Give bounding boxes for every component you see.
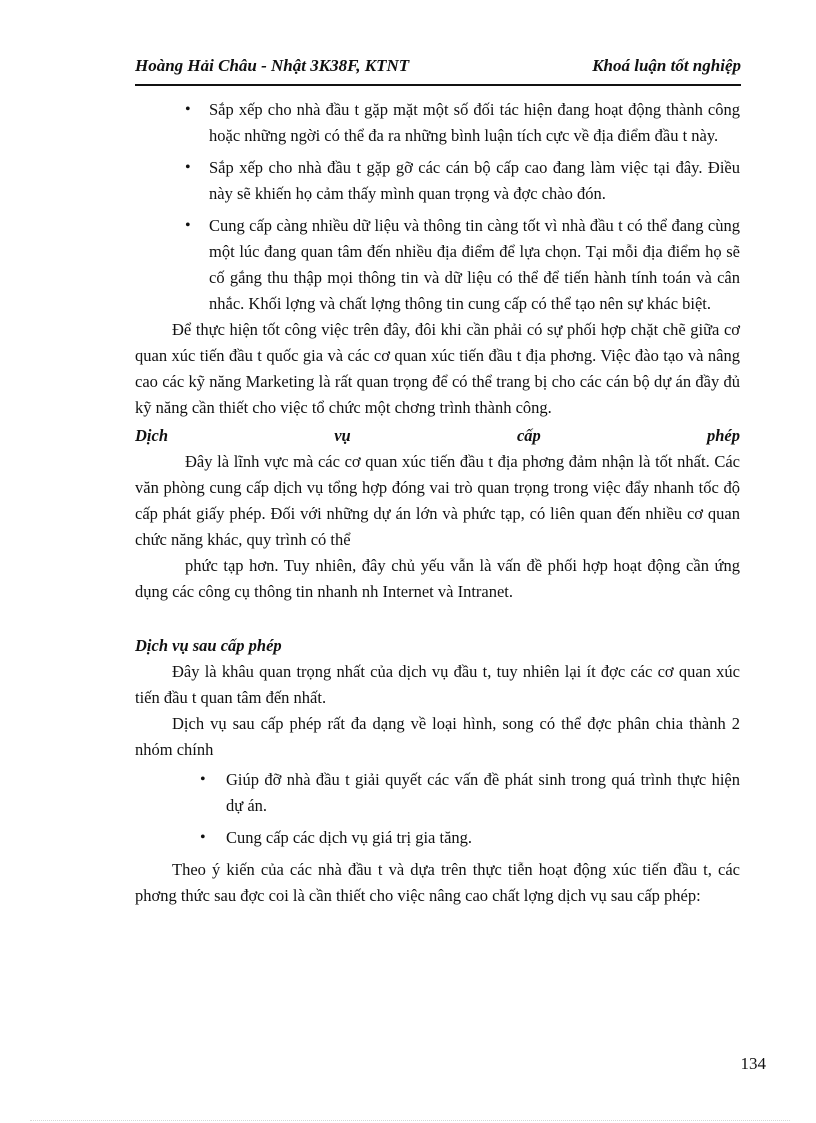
- header-title: Khoá luận tốt nghiệp: [592, 56, 741, 75]
- list-item: • Cung cấp càng nhiều dữ liệu và thông tin càng tốt vì nhà đầu t có thể đang cùng một lúc đang quan tâm đến nhiều địa điểm để lựa chọn. Tại mỗi địa điểm họ sẽ cố gắng thu thập mọi thông tin và dữ liệu có thể để tiến hành tính toán và cân nhắc. Khối lợng và chất lợng thông tin cung cấp có thể tạo nên sự khác biệt.: [209, 213, 740, 317]
- page-number: 134: [740, 1054, 766, 1073]
- bullet-icon: •: [200, 829, 206, 846]
- list-item: • Cung cấp các dịch vụ giá trị gia tăng.: [226, 825, 740, 851]
- section-heading: Dịch vụ cấp phép: [135, 426, 740, 445]
- section-heading: Dịch vụ sau cấp phép: [135, 636, 282, 655]
- bullet-list-bottom: [135, 767, 740, 851]
- list-item: • Sắp xếp cho nhà đầu t gặp gỡ các cán bộ cấp cao đang làm việc tại đây. Điều này sẽ khiến họ cảm thấy mình quan trọng và đợc chào đón.: [209, 155, 740, 207]
- paragraph: Để thực hiện tốt công việc trên đây, đôi khi cần phải có sự phối hợp chặt chẽ giữa cơ quan xúc tiến đầu t quốc gia và các cơ quan xúc tiến đầu t địa phơng. Việc đào tạo và nâng cao các kỹ năng Marketing là rất quan trọng để có thể trang bị cho các cán bộ dự án đầy đủ kỹ năng cần thiết cho việc tổ chức một chơng trình thành công.: [135, 320, 740, 417]
- paragraph: Theo ý kiến của các nhà đầu t và dựa trên thực tiễn hoạt động xúc tiến đầu t, các phơng thức sau đợc coi là cần thiết cho việc nâng cao chất lợng dịch vụ sau cấp phép:: [135, 860, 740, 905]
- paragraph: Đây là khâu quan trọng nhất của dịch vụ đầu t, tuy nhiên lại ít đợc các cơ quan xúc tiến đầu t quan tâm đến nhất.: [135, 662, 740, 707]
- bullet-icon: •: [185, 101, 191, 118]
- bullet-icon: •: [185, 159, 191, 176]
- bullet-list-top: [135, 97, 740, 317]
- paragraph-continuation: phức tạp hơn. Tuy nhiên, đây chủ yếu vẫn là vấn đề phối hợp hoạt động cần ứng dụng các công cụ thông tin nhanh nh Internet và Intranet.: [135, 556, 740, 601]
- list-item: • Giúp đỡ nhà đầu t giải quyết các vấn đề phát sinh trong quá trình thực hiện dự án.: [226, 767, 740, 819]
- page-header: [135, 52, 741, 86]
- bullet-icon: •: [185, 217, 191, 234]
- list-item: • Sắp xếp cho nhà đầu t gặp mặt một số đối tác hiện đang hoạt động thành công hoặc những ngời có thể đa ra những bình luận tích cực về địa điểm đầu t này.: [209, 97, 740, 149]
- footer-divider: [30, 1120, 790, 1121]
- page-content: [135, 97, 740, 909]
- paragraph: Dịch vụ sau cấp phép rất đa dạng về loại hình, song có thể đợc phân chia thành 2 nhóm chính: [135, 714, 740, 759]
- paragraph: Đây là lĩnh vực mà các cơ quan xúc tiến đầu t địa phơng đảm nhận là tốt nhất. Các văn phòng cung cấp dịch vụ tổng hợp đóng vai trò quan trọng trong việc đẩy nhanh tốc độ cấp phát giấy phép. Đối với những dự án lớn và phức tạp, có liên quan đến nhiều cơ quan chức năng khác, quy trình có thể: [135, 452, 740, 549]
- bullet-icon: •: [200, 771, 206, 788]
- header-author: Hoàng Hải Châu - Nhật 3K38F, KTNT: [135, 56, 410, 75]
